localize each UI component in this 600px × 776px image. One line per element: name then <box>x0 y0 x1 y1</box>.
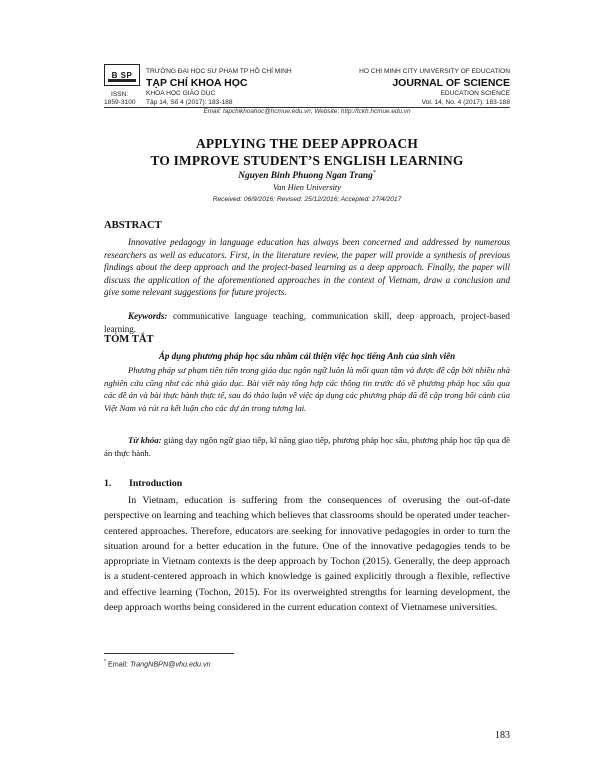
footnote-email: TrangNBPN@vhu.edu.vn <box>129 659 211 669</box>
tomtat-text: Phương pháp sư phạm tiên tiến trong giáo dục ngôn ngữ luôn là mối quan tâm và được đề cập bởi nhiều nhà nghiên cứu cũng như các nhà giáo dục. Bài viết này tổng hợp các thông tin trước đó về phương pháp học sâu qua các đề án và bài thực hành thực tế, sau đó thảo luận về việc áp dụng các phương pháp đã đề cập trong bối cảnh của Việt Nam và rút ra kết luận cho các dự án trong tương lai. <box>104 365 510 413</box>
tomtat-keywords <box>104 434 510 459</box>
right-university: HO CHI MINH CITY UNIVERSITY OF EDUCATION <box>359 68 510 75</box>
issn-label: ISSN: <box>111 91 129 98</box>
logo-text: B SP <box>111 70 133 80</box>
left-issue: Tập 14, Số 4 (2017): 183-188 <box>146 99 233 106</box>
page-number: 183 <box>495 730 510 741</box>
introduction-paragraph: In Vietnam, education is suffering from the consequences of overusing the out-of-date perspective on learning and teaching which believes that classrooms should be operated under teacher-centered approaches. Therefore, educators are seeking for innovative pedagogies in order to turn the situation around for a better education in the future. One of the innovative pedagogies tends to be appropriate in Vietnam contexts is the deep approach by Tochon (2015). Generally, the deep approach is a student-centered approach in which knowledge is gained explicitly through a flexible, reflective and effective learning (Tochon, 2015). For its overweighted strengths for learning development, the deep approach worths being considered in the current education context of Vietnamese universities. <box>104 495 510 614</box>
affiliation: Van Hien University <box>273 183 341 192</box>
header-contact: Email: tapchikhoahoc@hcmue.edu.vn; Website: http://tckh.hcmue.edu.vn <box>203 108 411 115</box>
right-journal-name: JOURNAL OF SCIENCE <box>392 77 510 89</box>
author-name <box>104 170 510 181</box>
submission-dates: Received: 06/9/2016; Revised: 25/12/2016; Accepted: 27/4/2017 <box>212 196 402 203</box>
right-section: EDUCATION SCIENCE <box>440 90 510 97</box>
journal-logo <box>104 64 140 86</box>
paper-title-line-1: APPLYING THE DEEP APPROACH <box>195 136 419 151</box>
left-university: TRƯỜNG ĐẠI HỌC SƯ PHẠM TP HỒ CHÍ MINH <box>146 68 292 75</box>
abstract-text: Innovative pedagogy in language education has always been concerned and addressed by numerous researchers as well as educators. First, in the literature review, the paper will provide a synthesis of previous findings about the deep approach and the project-based learning as a deep approach. Finally, the paper will discuss the application of the aforementioned approaches in the context of Vietnam, draw a conclusion and give some relevant suggestions for future projects. <box>104 237 510 298</box>
footnote <box>104 659 211 668</box>
keywords-text: communicative language teaching, communication skill, deep approach, project-based learning. <box>104 311 510 334</box>
abstract-keywords <box>104 310 510 335</box>
section-number: 1. <box>104 478 112 489</box>
left-journal-name: TẠP CHÍ KHOA HỌC <box>146 77 248 89</box>
paper-title-line-2: TO IMPROVE STUDENT’S ENGLISH LEARNING <box>150 153 464 168</box>
tukhoa-text: giảng dạy ngôn ngữ giao tiếp, kĩ năng giao tiếp, phương pháp học sâu, phương pháp học tập qua đề án thực hành. <box>104 435 510 458</box>
keywords-label: Keywords: <box>128 311 168 321</box>
tomtat-title: Áp dụng phương pháp học sâu nhằm cải thiện việc học tiếng Anh của sinh viên <box>158 351 456 361</box>
abstract-heading: ABSTRACT <box>104 220 162 231</box>
right-issue: Vol. 14, No. 4 (2017): 183-188 <box>421 99 510 106</box>
left-section: KHOA HỌC GIÁO DỤC <box>146 90 216 97</box>
author-name-text: Nguyen Binh Phuong Ngan Trang <box>238 171 373 182</box>
footnote-rule <box>104 653 234 654</box>
author-footnote-mark: * <box>372 170 376 176</box>
tukhoa-label: Từ khóa: <box>128 435 162 445</box>
footnote-label: Email: <box>107 659 128 669</box>
issn-number: 1859-3100 <box>104 99 136 106</box>
tomtat-heading: TÓM TẮT <box>104 334 154 345</box>
logo-bar <box>108 79 136 82</box>
section-title: Introduction <box>129 478 183 489</box>
footnote-mark: * <box>104 659 106 665</box>
